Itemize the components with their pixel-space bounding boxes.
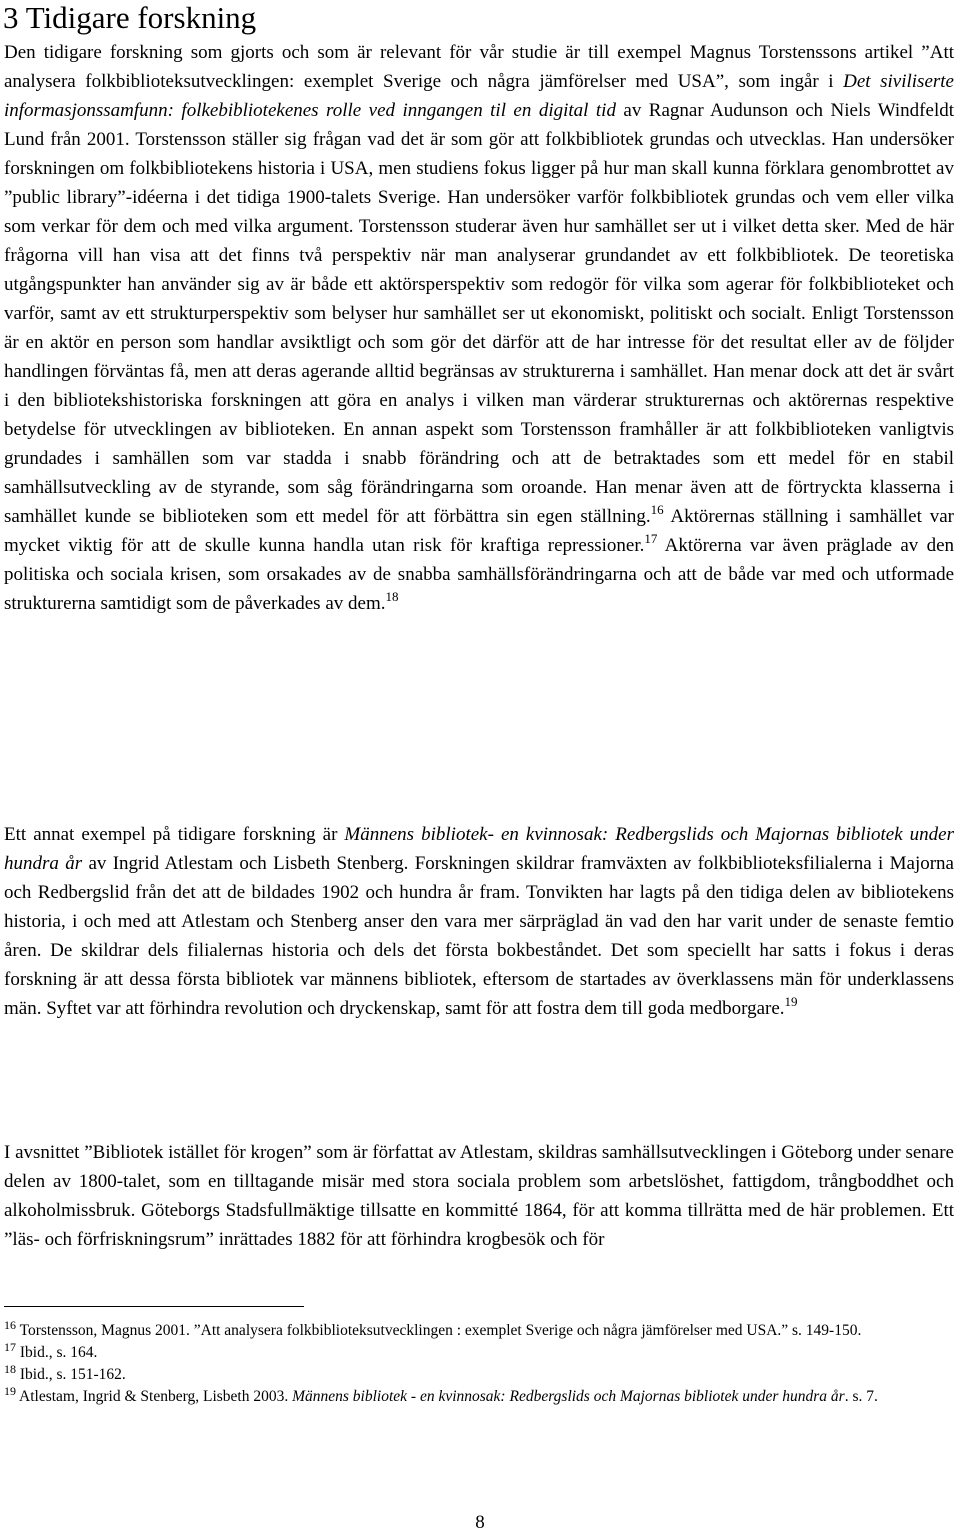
- p1-text-2: av Ragnar Audunson och Niels Windfeldt Lund från 2001. Torstensson ställer sig frågan vad det är som gör att folkbibliotek grundas och utvecklas. Han undersöker forskningen om folkbibliotekens historia i USA, men studiens fokus ligger på hur man skall kunna förklara genombrottet av ”public library”-idéerna i det tidiga 1900-talets Sverige. Han undersöker varför folkbibliotek grundas och vem eller vilka som verkar för dem och med vilka argument. Torstensson studerar även hur samhället ser ut i vilket detta sker. Med de här frågorna vill han visa att det finns två perspektiv när man analyserar grundandet av ett folkbibliotek. De teoretiska utgångspunkter han använder sig av är både ett aktörsperspektiv som redogör för vilka som agerar för folkbiblioteket och varför, samt av ett strukturperspektiv som belyser hur samhället ser ut ekonomiskt, politiskt och socialt. Enligt Torstensson är en aktör en person som handlar avsiktligt och som gör det därför att de har intresse för det resultat eller av de följder handlingen förväntas få, men att deras agerande alltid begränsas av strukturerna i samhället. Han menar dock att det är svårt i den bibliotekshistoriska forskningen att göra en analys i vilken man värderar strukturernas och aktörernas respektive betydelse för utvecklingen av biblioteken. En annan aspekt som Torstensson framhåller är att folkbiblioteken vanligtvis grundades i samhällen som var stadda i snabb förändring och att de betraktades som ett medel för en stabil samhällsutveckling av de styrande, som såg förändringarna som oroande. Han menar även att de förtryckta klasserna i samhället kunde se biblioteken som ett medel för att förbättra sin egen ställning.: [4, 100, 954, 527]
- p1-text-1: Den tidigare forskning som gjorts och som är relevant för vår studie är till exempel Magnus Torstenssons artikel ”Att analysera folkbiblioteksutvecklingen: exemplet Sverige och några jämförelser med USA”, som ingår i: [4, 42, 954, 92]
- footnote-ref-17[interactable]: 17: [644, 531, 658, 546]
- footnote-number: 17: [4, 1340, 16, 1354]
- p1-text-4: Aktörerna var även präglade av den politiska och sociala krisen, som orsakades av de snabba samhällsförändringarna och att de både var med och utformade strukturerna samtidigt som de påverkades av dem.: [4, 535, 955, 614]
- p1-text-3: Aktörernas ställning i samhället var mycket viktig för att de skulle kunna handla utan risk för kraftiga repressioner.: [4, 506, 955, 556]
- footnote-17: [4, 1342, 954, 1364]
- paragraph-bibliotek-krogen: [4, 1138, 954, 1254]
- p2-text-1: Ett annat exempel på tidigare forskning är: [4, 824, 345, 845]
- footnotes: [4, 1320, 954, 1408]
- footnote-separator: [4, 1306, 304, 1307]
- footnote-text: Atlestam, Ingrid & Stenberg, Lisbeth 2003.: [16, 1388, 293, 1405]
- footnote-text: Ibid., s. 151-162.: [16, 1366, 126, 1383]
- footnote-number: 16: [4, 1318, 16, 1332]
- footnote-16: [4, 1320, 954, 1342]
- footnote-ref-18[interactable]: 18: [385, 589, 399, 604]
- paragraph-atlestam-stenberg: [4, 820, 954, 1023]
- section-heading: 3 Tidigare forskning: [3, 0, 257, 35]
- footnote-text: Torstensson, Magnus 2001. ”Att analysera folkbiblioteksutvecklingen : exemplet Sverige och några jämförelser med USA.” s. 149-150.: [16, 1322, 862, 1339]
- footnote-text: Ibid., s. 164.: [16, 1344, 98, 1361]
- footnote-book-title: Männens bibliotek - en kvinnosak: Redbergslids och Majornas bibliotek under hundra år: [292, 1388, 845, 1405]
- p2-book-title: Männens bibliotek- en kvinnosak: Redbergslids och Majornas bibliotek under hundra år: [4, 824, 954, 874]
- footnote-number: 18: [4, 1362, 16, 1376]
- footnote-tail: . s. 7.: [844, 1388, 878, 1405]
- footnote-ref-19[interactable]: 19: [784, 994, 798, 1009]
- p3-text: I avsnittet ”Bibliotek istället för krogen” som är författat av Atlestam, skildras samhällsutvecklingen i Göteborg under senare delen av 1800-talet, som en tilltagande misär med stora sociala problem som arbetslöshet, fattigdom, trångboddhet och alkoholmissbruk. Göteborgs Stadsfullmäktige tillsatte en kommitté 1864, för att komma tillrätta med de här problemen. Ett ”läs- och förfriskningsrum” inrättades 1882 för att förhindra krogbesök och för: [4, 1142, 954, 1250]
- footnote-ref-16[interactable]: 16: [650, 502, 664, 517]
- paragraph-torstensson: [4, 38, 954, 618]
- p2-text-2: av Ingrid Atlestam och Lisbeth Stenberg. Forskningen skildrar framväxten av folkbiblioteksfilialerna i Majorna och Redbergslid från det att de bildades 1902 och hundra år fram. Tonvikten har lagts på den tidiga delen av bibliotekens historia, i och med att Atlestam och Stenberg anser den vara mer särpräglad än vad den har varit under de senaste femtio åren. De skildrar dels filialernas historia och dels det första bokbeståndet. Det som speciellt har satts i fokus i deras forskning är att dessa första bibliotek var männens bibliotek, eftersom de startades av överklassens män för underklassens män. Syftet var att förhindra revolution och dryckenskap, samt för att fostra dem till goda medborgare.: [4, 853, 954, 1019]
- page-number: 8: [475, 1512, 485, 1533]
- p1-book-title: Det siviliserte informasjonssamfunn: folkebibliotekenes rolle ved inngangen til en digital tid: [4, 71, 954, 121]
- footnote-number: 19: [4, 1384, 16, 1398]
- footnote-19: [4, 1386, 954, 1408]
- footnote-18: [4, 1364, 954, 1386]
